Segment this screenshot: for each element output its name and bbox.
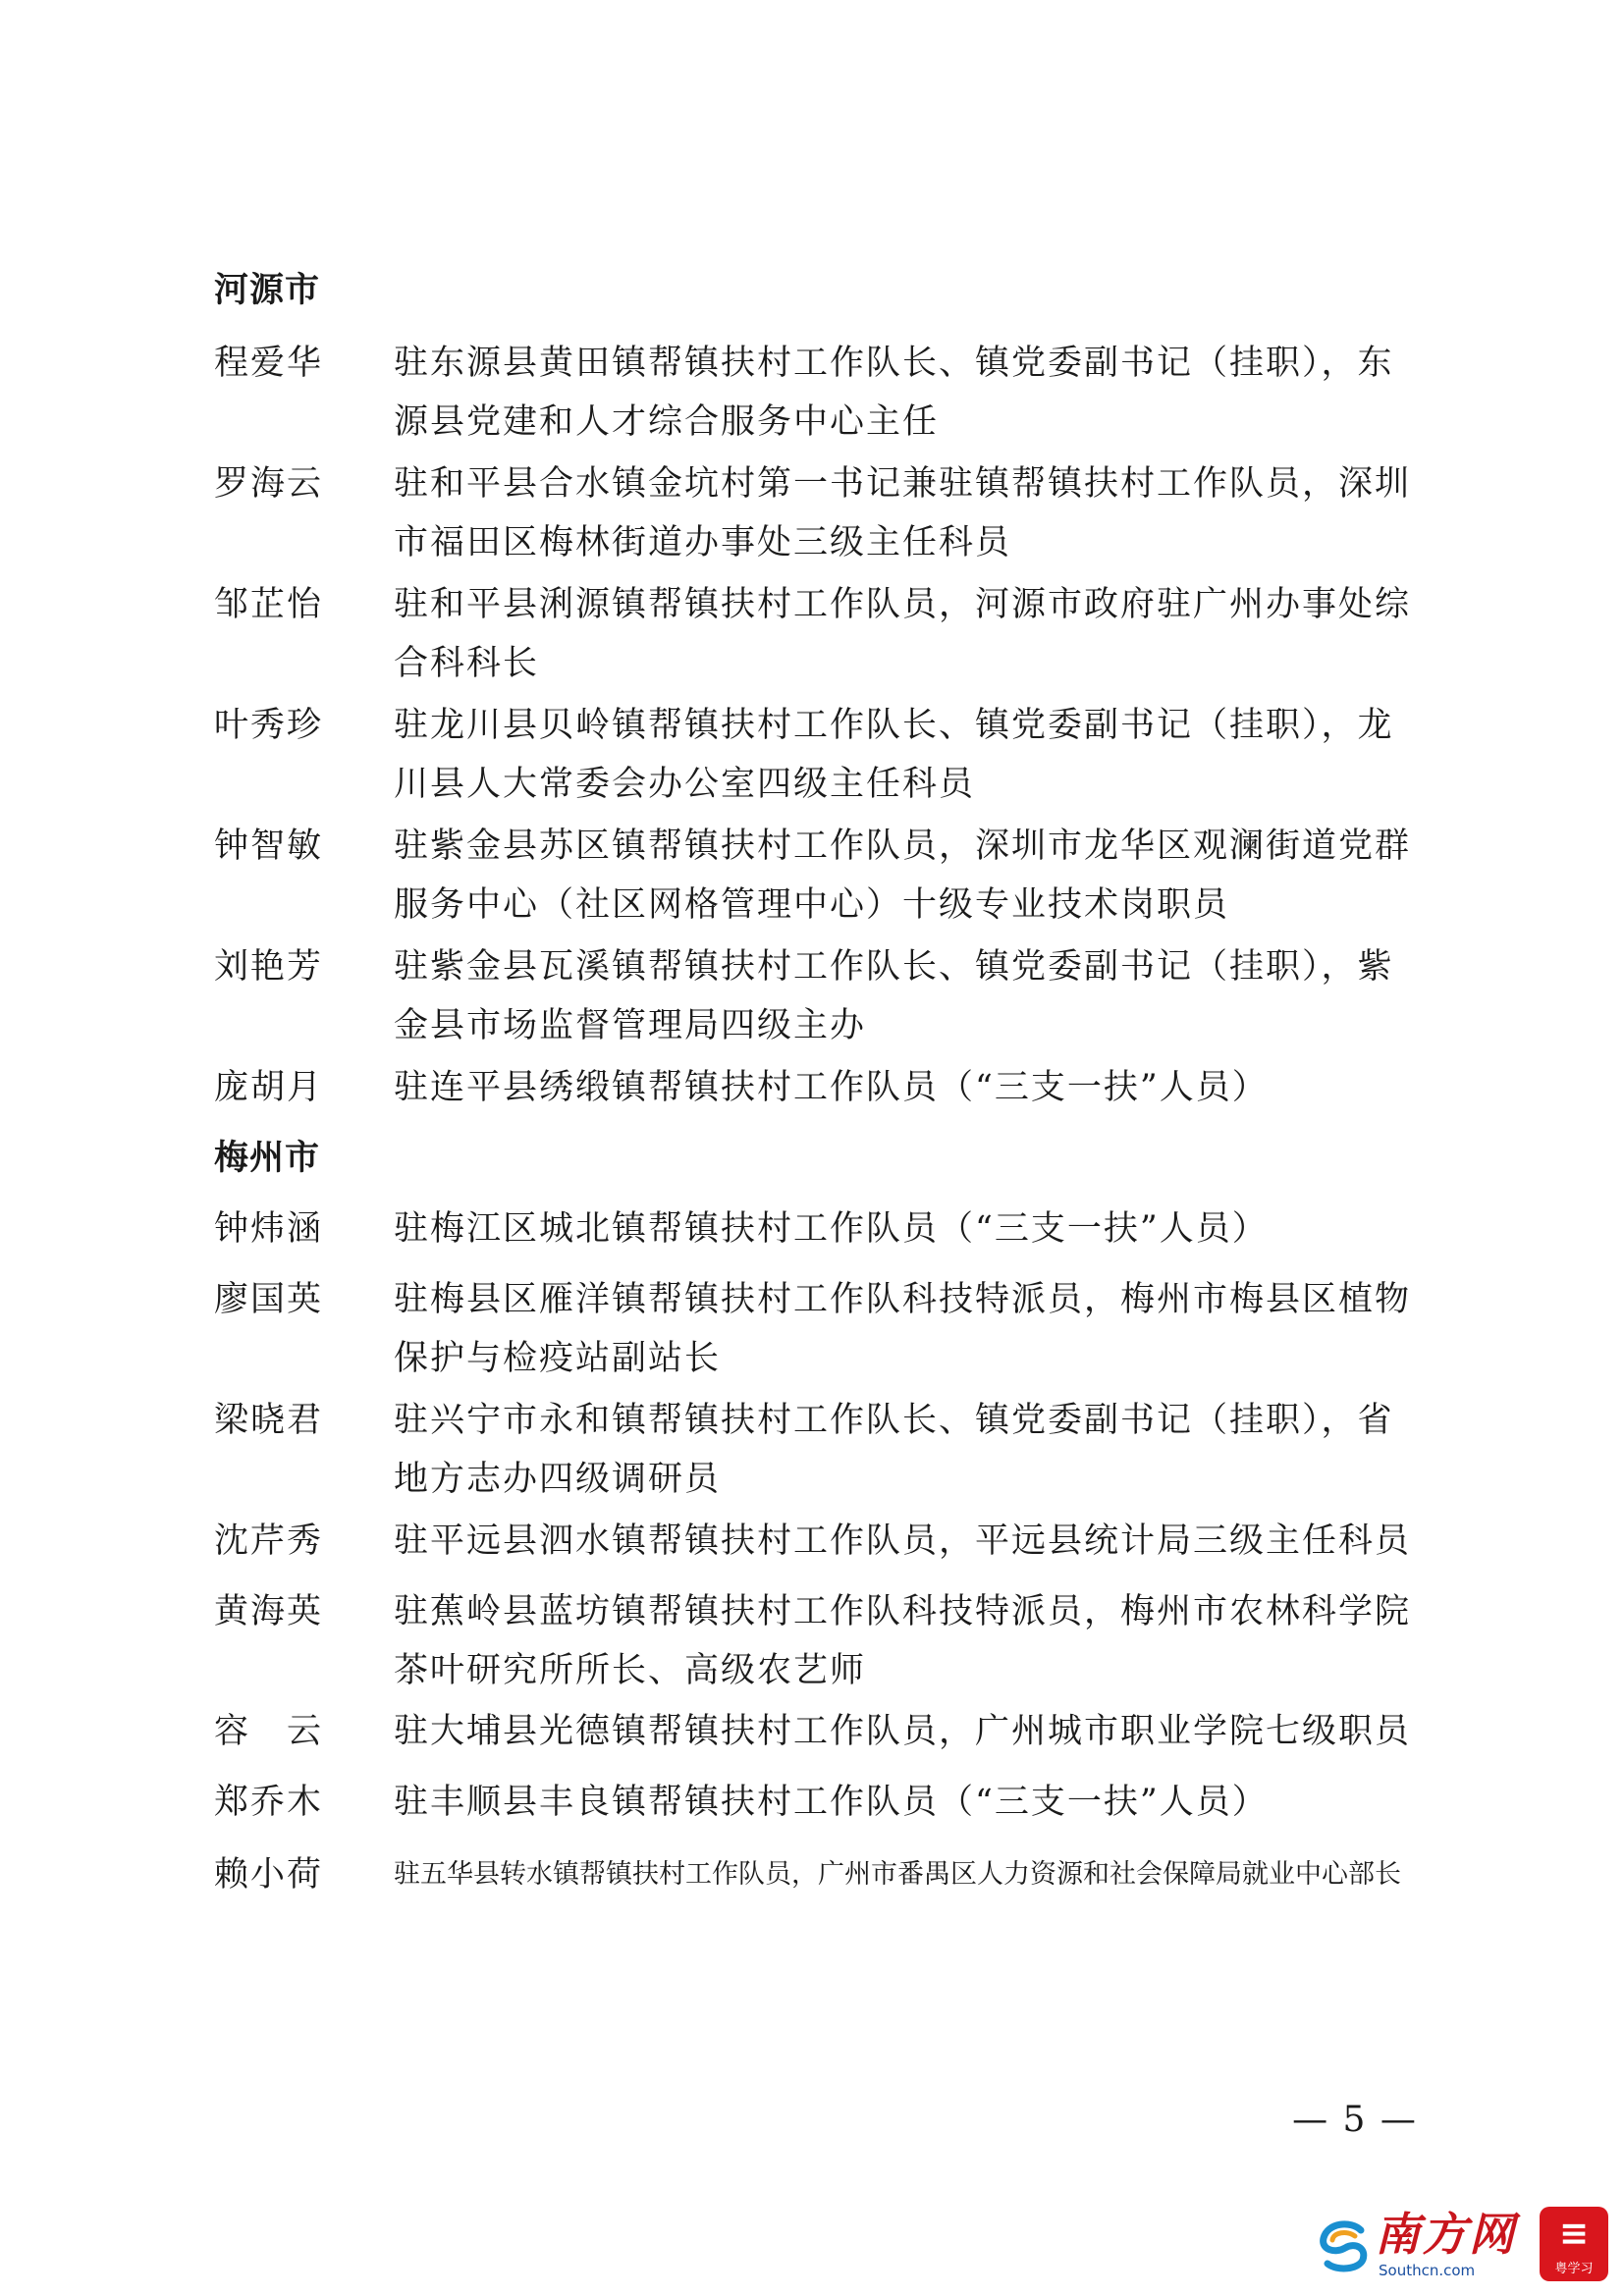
person-name: 梁晓君 bbox=[214, 1401, 324, 1440]
person-description: 驻梅县区雁洋镇帮镇扶村工作队科技特派员，梅州市梅县区植物保护与检疫站副站长 bbox=[394, 1280, 1412, 1378]
person-name: 沈芹秀 bbox=[214, 1522, 324, 1561]
app-badge-icon: ≡ bbox=[1558, 2214, 1590, 2254]
person-name: 郑乔木 bbox=[214, 1783, 324, 1822]
logo-site-domain: Southcn.com bbox=[1379, 2262, 1476, 2279]
person-description: 驻兴宁市永和镇帮镇扶村工作队长、镇党委副书记（挂职），省地方志办四级调研员 bbox=[394, 1401, 1394, 1499]
person-description: 驻东源县黄田镇帮镇扶村工作队长、镇党委副书记（挂职），东源县党建和人才综合服务中心主任 bbox=[394, 344, 1394, 442]
person-description: 驻丰顺县丰良镇帮镇扶村工作队员（“三支一扶”人员） bbox=[394, 1783, 1269, 1822]
person-name: 钟炜涵 bbox=[214, 1209, 324, 1249]
person-name: 钟智敏 bbox=[214, 827, 324, 866]
person-description: 驻蕉岭县蓝坊镇帮镇扶村工作队科技特派员，梅州市农林科学院茶叶研究所所长、高级农艺师 bbox=[394, 1592, 1412, 1690]
section-heading-heyuan: 河源市 bbox=[214, 271, 321, 310]
person-name: 容 云 bbox=[214, 1712, 324, 1751]
person-description: 驻和平县浰源镇帮镇扶村工作队员，河源市政府驻广州办事处综合科科长 bbox=[394, 585, 1412, 683]
person-name: 黄海英 bbox=[214, 1592, 324, 1631]
person-description: 驻龙川县贝岭镇帮镇扶村工作队长、镇党委副书记（挂职），龙川县人大常委会办公室四级主任科员 bbox=[394, 706, 1394, 804]
person-name: 罗海云 bbox=[214, 464, 324, 504]
person-description: 驻大埔县光德镇帮镇扶村工作队员，广州城市职业学院七级职员 bbox=[394, 1712, 1412, 1751]
page-number: — 5 — bbox=[1292, 2100, 1418, 2140]
logo-site-name: 南方网 bbox=[1375, 2208, 1516, 2261]
person-description: 驻和平县合水镇金坑村第一书记兼驻镇帮镇扶村工作队员，深圳市福田区梅林街道办事处三级主任科员 bbox=[394, 464, 1412, 562]
person-name: 程爱华 bbox=[214, 344, 324, 383]
person-description: 驻紫金县苏区镇帮镇扶村工作队员，深圳市龙华区观澜街道党群服务中心（社区网格管理中心）十级专业技术岗职员 bbox=[394, 827, 1412, 925]
person-name: 赖小荷 bbox=[214, 1855, 324, 1895]
app-badge-label: 粤学习 bbox=[1554, 2262, 1594, 2276]
person-description: 驻五华县转水镇帮镇扶村工作队员，广州市番禺区人力资源和社会保障局就业中心部长 bbox=[394, 1859, 1401, 1890]
person-description: 驻平远县泗水镇帮镇扶村工作队员，平远县统计局三级主任科员 bbox=[394, 1522, 1412, 1561]
section-heading-meizhou: 梅州市 bbox=[214, 1139, 321, 1178]
southcn-watermark-logo bbox=[1316, 2207, 1610, 2285]
swirl-logo-icon bbox=[1316, 2216, 1373, 2273]
person-name: 廖国英 bbox=[214, 1280, 324, 1319]
person-description: 驻紫金县瓦溪镇帮镇扶村工作队长、镇党委副书记（挂职），紫金县市场监督管理局四级主办 bbox=[394, 947, 1394, 1045]
app-badge bbox=[1540, 2207, 1608, 2281]
person-description: 驻梅江区城北镇帮镇扶村工作队员（“三支一扶”人员） bbox=[394, 1209, 1269, 1249]
person-description: 驻连平县绣缎镇帮镇扶村工作队员（“三支一扶”人员） bbox=[394, 1068, 1269, 1107]
person-name: 刘艳芳 bbox=[214, 947, 324, 987]
person-name: 叶秀珍 bbox=[214, 706, 324, 745]
person-name: 庞胡月 bbox=[214, 1068, 324, 1107]
person-name: 邹芷怡 bbox=[214, 585, 324, 624]
